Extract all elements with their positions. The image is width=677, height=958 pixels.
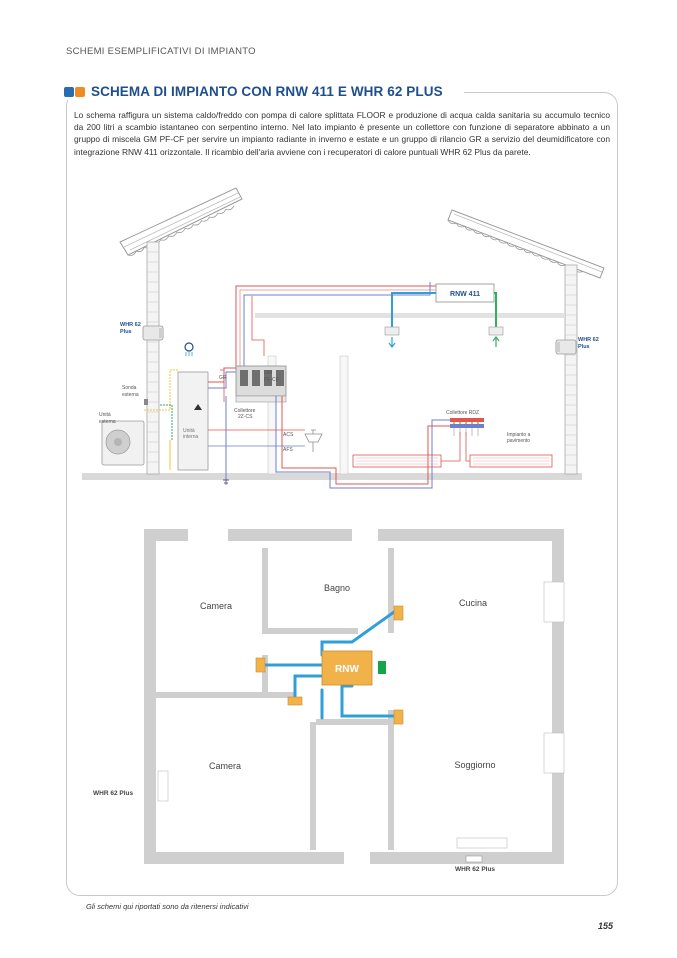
whr-left-label-2: Plus [120, 329, 132, 335]
title-row [64, 84, 443, 99]
collector-group [236, 366, 286, 402]
page-title: SCHEMA DI IMPIANTO CON RNW 411 E WHR 62 PLUS [91, 84, 443, 99]
whr-plan-bottom-label: WHR 62 Plus [454, 866, 496, 873]
diffuser-camera-2 [288, 697, 302, 705]
inner-wall-b [340, 356, 348, 474]
unita-esterna-label-1: Unità [99, 412, 111, 418]
outdoor-unit [102, 421, 144, 465]
room-label-camera-1: Camera [199, 601, 233, 611]
left-roof [120, 188, 242, 257]
floor-loop-right [470, 455, 552, 467]
acs-label: ACS [283, 432, 294, 438]
outdoor-probe [144, 399, 148, 405]
rnw-control-panel [378, 661, 386, 674]
sink [305, 430, 322, 452]
whr-right-label-1: WHR 62 [578, 337, 599, 343]
room-label-bagno: Bagno [323, 583, 351, 593]
supply-duct [392, 293, 436, 328]
pipe-red-top [236, 286, 436, 370]
window-right-2 [544, 733, 564, 773]
false-ceiling [255, 313, 565, 318]
room-label-camera-2: Camera [208, 761, 242, 771]
diffuser-cucina [394, 606, 403, 620]
supply-diffuser [385, 327, 399, 335]
footnote: Gli schemi qui riportati sono da ritenersi indicativi [86, 902, 249, 911]
collettore-cs-label-2: 2Z-CS [238, 414, 253, 420]
collettore-rdz-label: Collettore RDZ [446, 410, 480, 416]
left-wall [147, 242, 159, 474]
diffuser-soggiorno [394, 710, 403, 724]
whr-left-label-1: WHR 62 [120, 322, 141, 328]
diffuser-camera-1 [256, 658, 265, 672]
title-bullet-orange-icon [75, 87, 85, 97]
afs-label: AFS [283, 447, 293, 453]
room-label-soggiorno: Soggiorno [454, 760, 496, 770]
right-wall [565, 265, 577, 474]
plan-view [93, 528, 564, 873]
gr-label: GR [219, 375, 227, 381]
collettore-cs-label-1: Collettore [234, 408, 256, 414]
impianto-pavimento-label-1: Impianto a [507, 432, 531, 438]
sonda-label-1: Sonda [122, 385, 137, 391]
indoor-unit [178, 372, 208, 470]
rnw-plan-label: RNW [335, 664, 359, 675]
gm-label-2: PF-CF [264, 377, 279, 383]
water-connection-icon [185, 343, 193, 356]
gm-label-1: GM [264, 370, 273, 376]
return-arrow-icon [493, 337, 499, 347]
pipe-red-floor [282, 396, 428, 484]
title-bullet-blue-icon [64, 87, 74, 97]
section-view [82, 188, 604, 488]
installation-diagram [70, 190, 599, 880]
whr-right-label-2: Plus [578, 344, 590, 350]
room-label-cucina: Cucina [458, 598, 488, 608]
door-opening-top [188, 528, 228, 542]
supply-arrow-icon [389, 337, 395, 347]
unita-interna-label-2: interna [183, 434, 199, 440]
window-right-1 [544, 582, 564, 622]
whr-plan-bottom-unit [466, 856, 482, 862]
intro-paragraph: Lo schema raffigura un sistema caldo/freddo con pompa di calore splittata FLOOR e produzione di acqua calda sanitaria su accumulo tecnico da 200 litri a scambio istantaneo con serpentino interno. Nel lato impianto è presente un collettore con funzione di separatore abbinato a un gruppo di miscela GM PF-CF per servire un impianto radiante in inverno e estate e un gruppo di rilancio GR a servizio del deumidificatore con integrazione RNW 411 orizzontale. Il ricambio dell'aria avviene con i recuperatori di calore puntuali WHR 62 Plus da parete. [74, 110, 610, 157]
window-bottom [457, 838, 507, 848]
rnw-411-label: RNW 411 [450, 291, 480, 298]
whr-plan-left-label: WHR 62 Plus [93, 790, 134, 797]
window-left [158, 771, 168, 801]
return-grille [489, 327, 503, 335]
page-number: 155 [597, 921, 613, 931]
impianto-pavimento-label-2: pavimento [507, 438, 531, 444]
section-label: SCHEMI ESEMPLIFICATIVI DI IMPIANTO [66, 46, 256, 57]
sonda-label-2: esterna [122, 392, 139, 398]
unita-esterna-label-2: esterna [99, 419, 116, 425]
unita-interna-label-1: Unità [183, 428, 195, 434]
rdz-manifold [450, 418, 484, 436]
